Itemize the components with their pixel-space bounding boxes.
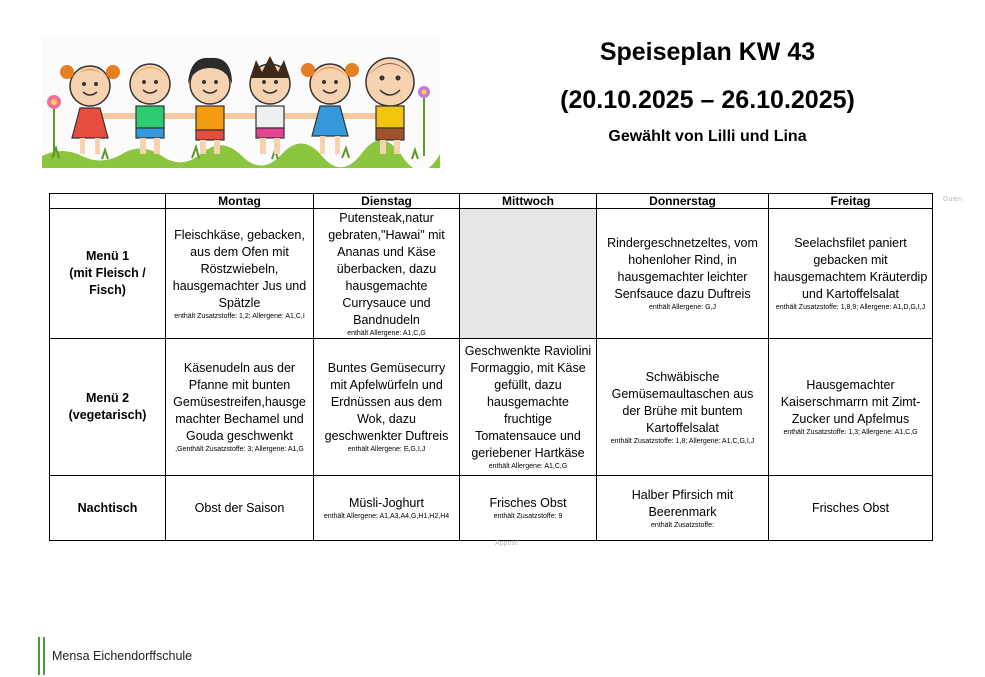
dessert-row	[50, 476, 933, 541]
dish-text: Schwäbische Gemüsemaultaschen aus der Brühe mit buntem Kartoffelsalat	[611, 369, 754, 435]
menu1-wednesday-empty	[460, 209, 597, 339]
dessert-thursday	[597, 476, 769, 541]
faint-appetit-text: Appetit!	[495, 540, 519, 547]
menu1-label-line1: Menü 1	[85, 249, 130, 263]
menu-table	[49, 193, 933, 541]
corner-cell	[50, 194, 166, 209]
dish-note: enthält Zusatzstoffe:	[651, 521, 714, 529]
dish-note: enthält Allergene: A1,A3,A4,G,H1,H2,H4	[323, 513, 450, 520]
menu2-label-line2: (vegetarisch)	[68, 408, 147, 422]
dish-text: Buntes Gemüsecurry mit Apfelwürfeln und Erdnüssen aus dem Wok, dazu geschwenkter Duftreis	[324, 361, 449, 443]
footer-school-name: Mensa Eichendorffschule	[52, 649, 193, 663]
dish-note: enthält Zusatzstoffe: 1,8,9; Allergene: A1,D,G,I,J	[775, 304, 926, 311]
dish-note: enthält Zusatzstoffe: 1,2; Allergene: A1,C,I	[174, 312, 305, 320]
menu1-monday	[166, 209, 314, 339]
dish-note: enthält Allergene: G,J	[649, 304, 716, 311]
dish-note: enthält Zusatzstoffe: 1,3; Allergene: A1,C,G	[783, 429, 918, 436]
menu2-monday	[166, 339, 314, 476]
menu2-label	[50, 339, 166, 476]
dish-text: Müsli-Joghurt	[348, 496, 425, 510]
day-header-thursday: Donnerstag	[597, 194, 769, 209]
dish-text: Frisches Obst	[811, 500, 890, 515]
footer-accent-bars	[38, 637, 46, 675]
menu2-thursday	[597, 339, 769, 476]
day-header-wednesday: Mittwoch	[460, 194, 597, 209]
menu1-label-line2: (mit Fleisch /	[69, 266, 146, 280]
menu1-label	[50, 209, 166, 339]
day-header-friday: Freitag	[769, 194, 933, 209]
dessert-friday	[769, 476, 933, 541]
menu2-row	[50, 339, 933, 476]
dish-note: enthält Allergene: A1,C,G	[488, 463, 568, 470]
menu2-tuesday	[314, 339, 460, 476]
kids-illustration	[42, 38, 440, 168]
dessert-monday	[166, 476, 314, 541]
day-header-monday: Montag	[166, 194, 314, 209]
menu2-friday	[769, 339, 933, 476]
dish-text: Obst der Saison	[194, 500, 285, 515]
menu1-row	[50, 209, 933, 339]
dessert-wednesday	[460, 476, 597, 541]
dish-text: Käsenudeln aus der Pfanne mit bunten Gemüsestreifen,hausge machter Bechamel und Gouda geschwenkt	[173, 361, 306, 443]
menu1-thursday	[597, 209, 769, 339]
menu1-tuesday	[314, 209, 460, 339]
dish-text: Rindergeschnetzeltes, vom hohenloher Rind, in hausgemachter leichter Senfsauce dazu Duftreis	[607, 236, 758, 301]
menu1-label-line3: Fisch)	[89, 283, 126, 297]
day-header-tuesday: Dienstag	[314, 194, 460, 209]
dish-note: enthält Zusatzstoffe: 1,8; Allergene: A1,C,G,I,J	[610, 437, 755, 445]
page-title: Speiseplan KW 43	[599, 38, 816, 66]
dish-text: Putensteak,natur gebraten,"Hawai" mit Ananas und Käse überbacken, dazu hausgemachte Currysauce und Bandnudeln	[328, 210, 445, 327]
dish-text: Frisches Obst	[489, 496, 567, 510]
dish-text: Geschwenkte Raviolini Formaggio, mit Käse gefüllt, dazu hausgemachte fruchtige Tomatensauce und geriebener Hartkäse	[464, 344, 592, 460]
dish-text: Fleischkäse, gebacken, aus dem Ofen mit Röstzwiebeln, hausgemachter Jus und Spätzle	[172, 227, 307, 310]
dish-text: Hausgemachter Kaiserschmarrn mit Zimt-Zucker und Apfelmus	[780, 378, 921, 426]
dessert-tuesday	[314, 476, 460, 541]
faint-guten-text: Guten	[943, 196, 963, 203]
date-range: (20.10.2025 – 26.10.2025)	[560, 86, 855, 114]
dessert-label: Nachtisch	[50, 476, 166, 541]
day-header-row	[50, 194, 933, 209]
menu2-wednesday	[460, 339, 597, 476]
dish-note: enthält Allergene: E,G,I,J	[347, 446, 426, 453]
dish-note: enthält Allergene: A1,C,G	[347, 329, 426, 337]
dish-note: ,Genthält Zusatzstoffe: 3; Allergene: A1,G	[175, 446, 304, 453]
menu2-label-line1: Menü 2	[85, 391, 130, 405]
dish-note: enthält Zusatzstoffe: 9	[493, 513, 563, 520]
dish-text: Halber Pfirsich mit Beerenmark	[631, 487, 734, 519]
dish-text: Seelachsfilet paniert gebacken mit hausgemachtem Kräuterdip und Kartoffelsalat	[773, 236, 928, 301]
chosen-by-subtitle: Gewählt von Lilli und Lina	[608, 128, 807, 145]
menu1-friday	[769, 209, 933, 339]
